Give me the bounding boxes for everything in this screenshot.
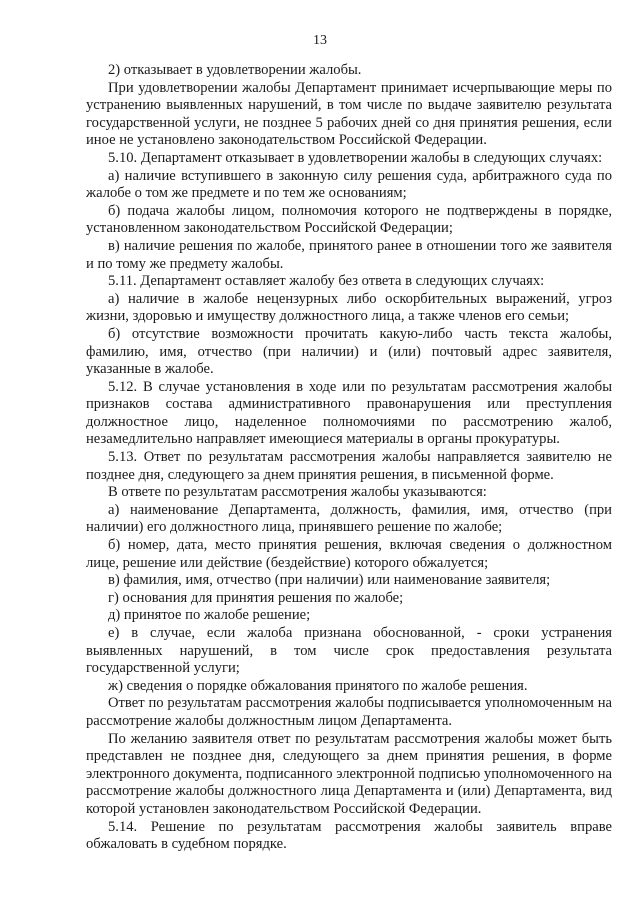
paragraph-response-signature: Ответ по результатам рассмотрения жалобы подписывается уполномоченным на рассмотрение жалобы должностным лицом Департамента.: [86, 695, 612, 729]
paragraph-electronic-response: По желанию заявителя ответ по результатам рассмотрения жалобы может быть представлен не позднее дня, следующего за днем принятия решения, в форме электронного документа, подписанного электронной подписью уполномоченного на рассмотрение жалобы должностного лица Департамента и (или) Департамента, вид которой установлен законодательством Российской Федерации.: [86, 730, 612, 817]
paragraph-response-f: е) в случае, если жалоба признана обоснованной, - сроки устранения выявленных нарушений, в том числе срок предоставления результата государственной услуги;: [86, 625, 612, 677]
paragraph-5-14: 5.14. Решение по результатам рассмотрения жалобы заявитель вправе обжаловать в судебном порядке.: [86, 818, 612, 853]
paragraph-response-c: в) фамилия, имя, отчество (при наличии) или наименование заявителя;: [108, 572, 551, 589]
paragraph-5-10-c: в) наличие решения по жалобе, принятого ранее в отношении того же заявителя и по тому же предмету жалобы.: [86, 237, 612, 272]
paragraph-5-13: 5.13. Ответ по результатам рассмотрения жалобы направляется заявителю не позднее дня, следующего за днем принятия решения, в письменной форме.: [86, 449, 612, 483]
paragraph-5-11-b: б) отсутствие возможности прочитать какую-либо часть текста жалобы, фамилию, имя, отчество (при наличии) и (или) почтовый адрес заявителя, указанные в жалобе.: [86, 325, 612, 378]
paragraph-response-contents-heading: В ответе по результатам рассмотрения жалобы указываются:: [108, 484, 487, 501]
paragraph-response-e: д) принятое по жалобе решение;: [108, 607, 311, 624]
paragraph-5-10-b: б) подача жалобы лицом, полномочия которого не подтверждены в порядке, установленном законодательством Российской Федерации;: [86, 202, 612, 237]
paragraph-item-2-refusal: 2) отказывает в удовлетворении жалобы.: [108, 62, 362, 78]
paragraph-5-10-a: а) наличие вступившего в законную силу решения суда, арбитражного суда по жалобе о том же предмете и по тем же основаниям;: [86, 167, 612, 202]
paragraph-response-a: а) наименование Департамента, должность, фамилия, имя, отчество (при наличии) его должностного лица, принявшего решение по жалобе;: [86, 501, 612, 536]
paragraph-5-12: 5.12. В случае установления в ходе или по результатам рассмотрения жалобы признаков состава административного правонарушения или преступления должностное лицо, наделенное полномочиями по рассмотрению жалоб, незамедлительно направляет имеющиеся материалы в органы прокуратуры.: [86, 378, 612, 448]
paragraph-5-11-heading: 5.11. Департамент оставляет жалобу без ответа в следующих случаях:: [108, 273, 545, 290]
paragraph-5-10-heading: 5.10. Департамент отказывает в удовлетворении жалобы в следующих случаях:: [108, 149, 603, 166]
paragraph-response-b: б) номер, дата, место принятия решения, включая сведения о должностном лице, решение или действие (бездействие) которого обжалуется;: [86, 537, 612, 571]
paragraph-5-11-a: а) наличие в жалобе нецензурных либо оскорбительных выражений, угроз жизни, здоровью и имуществу должностного лица, а также членов его семьи;: [86, 290, 612, 325]
paragraph-satisfaction-measures: При удовлетворении жалобы Департамент принимает исчерпывающие меры по устранению выявленных нарушений, в том числе по выдаче заявителю результата государственной услуги, не позднее 5 рабочих дней со дня принятия решения, если иное не установлено законодательством Российской Федерации.: [86, 79, 612, 149]
document-body: [86, 62, 612, 854]
paragraph-response-g: ж) сведения о порядке обжалования принятого по жалобе решения.: [108, 677, 528, 694]
page-number: 13: [313, 33, 327, 48]
paragraph-response-d: г) основания для принятия решения по жалобе;: [108, 589, 404, 606]
